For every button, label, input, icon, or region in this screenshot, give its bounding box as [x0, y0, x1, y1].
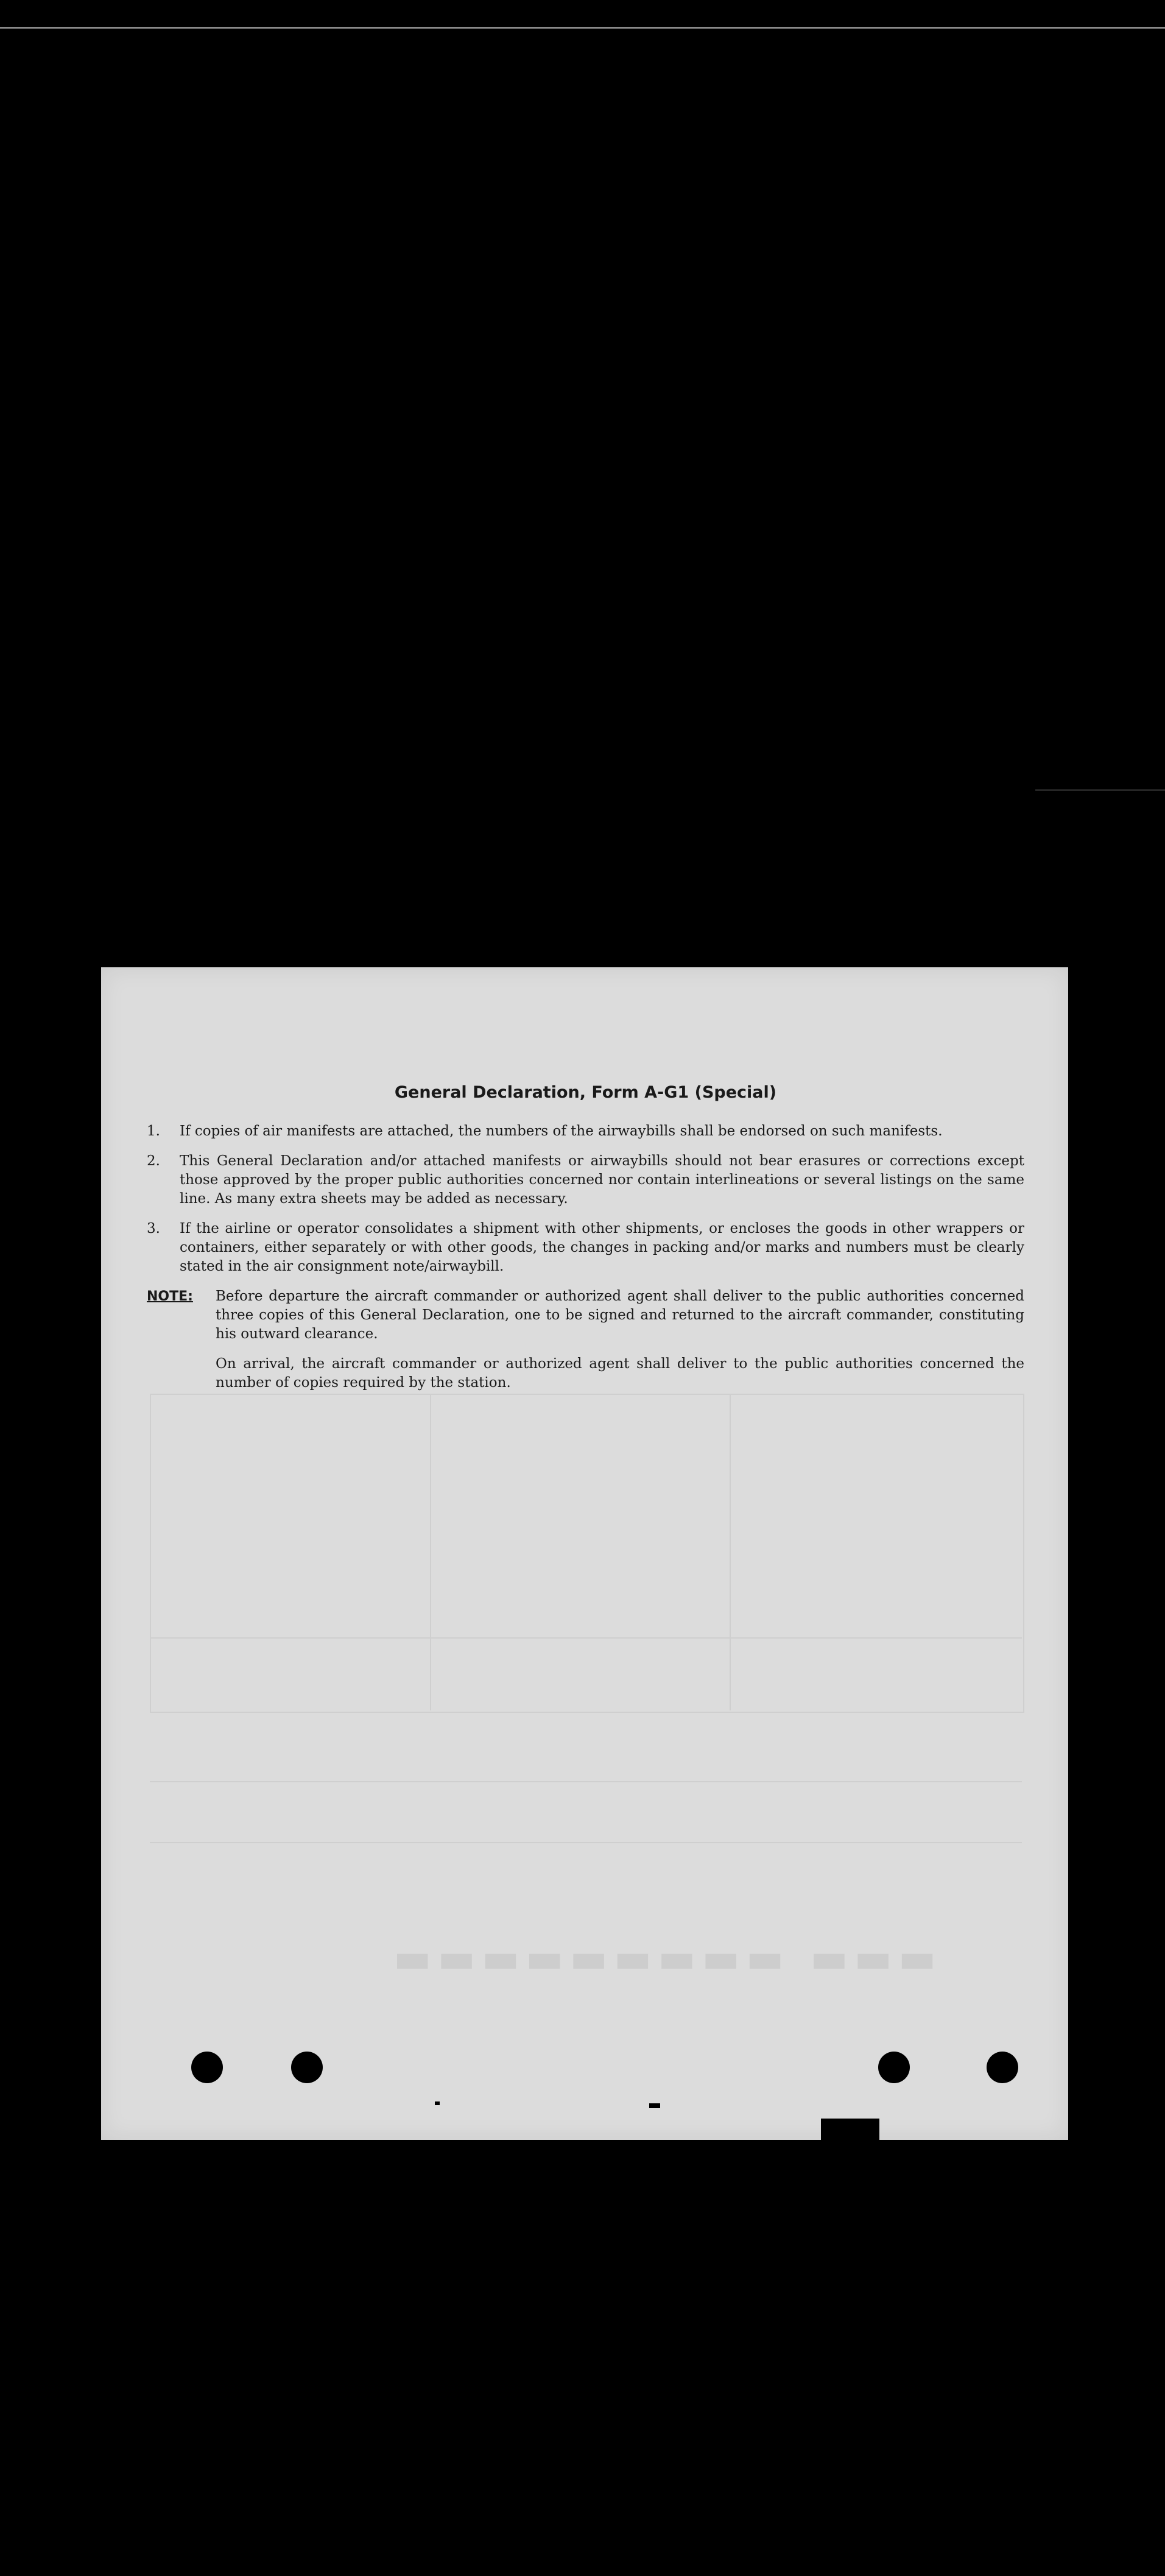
instruction-text: If copies of air manifests are attached, the numbers of the airwaybills shall be endorsed on such manifests. [180, 1123, 943, 1139]
form-instructions [147, 1083, 1024, 1403]
instruction-number: 3. [147, 1221, 160, 1237]
note-paragraph: On arrival, the aircraft commander or authorized agent shall deliver to the public authorities concerned the number of copies required by the station. [216, 1356, 1024, 1391]
bleed-through-rule [150, 1637, 1022, 1639]
bleed-through-rule [150, 1842, 1022, 1843]
instruction-number: 1. [147, 1123, 160, 1139]
torn-edge [649, 2103, 660, 2108]
instruction-item [147, 1122, 1024, 1141]
punch-hole [987, 2052, 1018, 2083]
instruction-number: 2. [147, 1153, 160, 1169]
bleed-through-rule [150, 1781, 1022, 1782]
bleed-through-heading-mark: ▬▬▬ ▬▬▬▬▬▬▬▬▬ [387, 1935, 937, 1981]
instruction-item [147, 1152, 1024, 1209]
punch-hole [191, 2052, 223, 2083]
bleed-through-rule [430, 1394, 431, 1710]
scanner-edge-line [0, 27, 1165, 29]
instruction-text: This General Declaration and/or attached manifests or airwaybills should not bear erasures or corrections except those approved by the proper public authorities concerned nor contain interlineations or several listings on the same line. As many extra sheets may be added as necessary. [180, 1153, 1024, 1207]
note-section [147, 1287, 1024, 1403]
instruction-item [147, 1219, 1024, 1276]
note-paragraph: Before departure the aircraft commander or authorized agent shall deliver to the public authorities concerned three copies of this General Declaration, one to be signed and returned to the aircraft commander, constituting his outward clearance. [216, 1288, 1024, 1342]
punch-hole [291, 2052, 323, 2083]
torn-edge [821, 2119, 879, 2140]
bleed-through-rule [730, 1394, 731, 1710]
scanner-artifact-line [1035, 789, 1165, 791]
note-label: NOTE: [147, 1289, 193, 1304]
page-title: General Declaration, Form A-G1 (Special) [394, 1083, 777, 1102]
note-body [216, 1287, 1024, 1403]
bleed-through-table [150, 1394, 1024, 1713]
torn-edge [435, 2101, 440, 2105]
punch-hole [878, 2052, 910, 2083]
instruction-text: If the airline or operator consolidates a shipment with other shipments, or encloses the goods in other wrappers or containers, either separately or with other goods, the changes in packing and/or marks and numbers must be clearly stated in the air consignment note/airwaybill. [180, 1221, 1024, 1274]
document-sheet [101, 967, 1068, 2140]
